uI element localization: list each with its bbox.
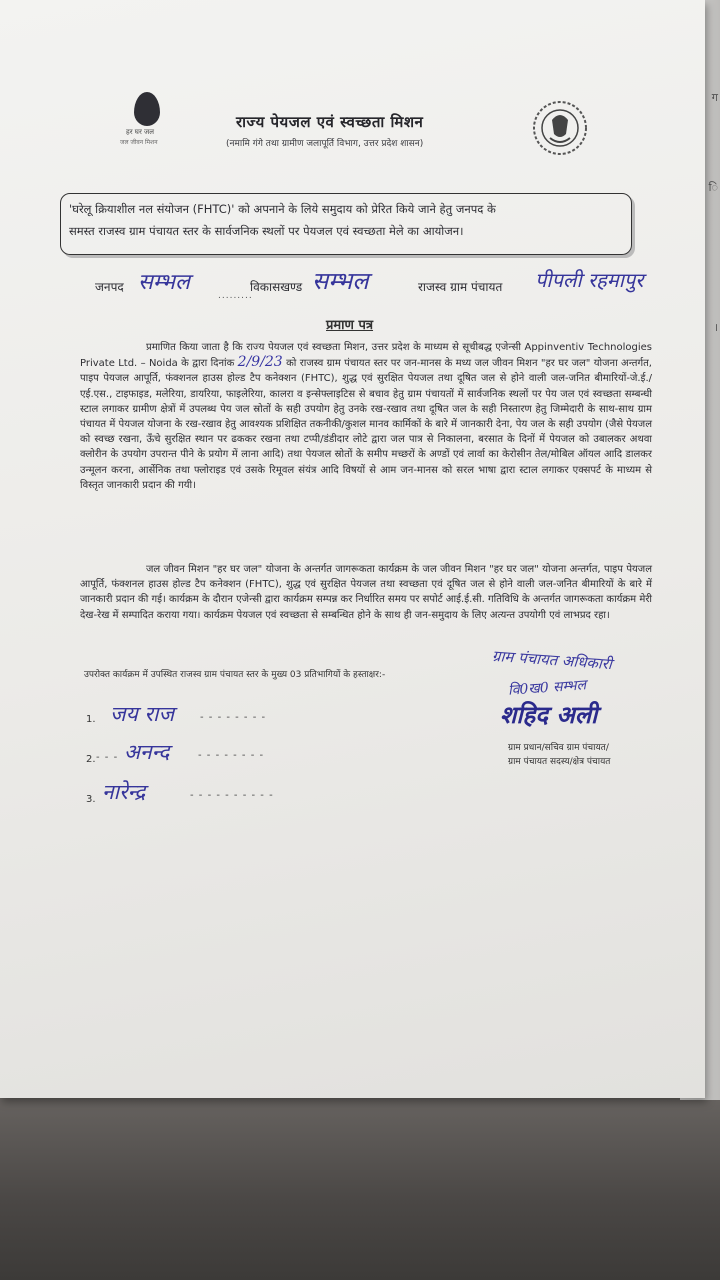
panchayat-value: पीपली रहमापुर <box>535 268 644 292</box>
district-value: सम्भल <box>138 270 190 295</box>
attendee-2-signature: अनन्द <box>124 740 170 764</box>
attendees-intro: उपरोक्त कार्यक्रम में उपस्थित राजस्व ग्राम पंचायत स्तर के मुख्य 03 प्रतिभागियों के हस्ताक्षर:- <box>84 670 386 680</box>
para2-text: जल जीवन मिशन "हर घर जल" योजना के अन्तर्गत जागरूकता कार्यक्रम के जल जीवन मिशन "हर घर जल" योजना अन्तर्गत, पाइप पेयजल आपूर्ति, फंक्शनल हाउस होल्ड टैप कनेक्शन (FHTC), शुद्ध एवं सुरक्षित पेयजल तथा स्वच्छता एवं दूषित जल से होने वाली जल-जनित बीमारियों के बारे में जानकारी प्रदान की गई। कार्यक्रम के दौरान एजेन्सी द्वारा कार्यक्रम सम्पन्न कर निर्धारित समय पर सपोर्ट आई.ई.सी. गतिविधि के अन्तर्गत जागरूकता कार्यक्रम मेरी देख-रेख में सम्पादित कराया गया। कार्यक्रम पेयजल एवं स्वच्छता से सम्बन्धित होने के साथ ही जन-समुदाय के लिए अत्यन्त उपयोगी एवं लाभप्रद रहा। <box>80 564 652 621</box>
para1-rest: को राजस्व ग्राम पंचायत स्तर पर जन-मानस के मध्य जल जीवन मिशन "हर घर जल" योजना अन्तर्गत, पाइप पेयजल आपूर्ति, फंक्शनल हाउस होल्ड टैप कनेक्शन (FHTC), शुद्ध एवं सुरक्षित पेयजल तथा दूषित जल से होने वाली जल-जनित बीमारियों-जे.ई./एई.एस., टाइफाइड, मलेरिया, डायरिया, फाइलेरिया, कालरा व इन्सेफ्लाइटिस से बचाव हेतु ग्राम पंचायतों में सार्वजनिक स्थलों पर पेय जल एवं स्वच्छता सम्बन्धी स्टाल लगाकर ग्रामीण क्षेत्रों में उपलब्ध पेय जल स्रोतों के सही उपयोग हेतु उनके रख-रखाव तथा दूषित जल के सही निस्तारण हेतु जिम्मेदारी के साथ-साथ ग्राम पंचायत में पेयजल योजना के रख-रखाव हेतु आवश्यक प्रशिक्षित तकनीकी/कुशल मानव कार्मिकों के बारे में जानकारी देना, पेय जल के सही उपयोग (जैसे पेयजल को स्वच्छ रखना, ऊँचे सुरक्षित स्थान पर ढककर रखना तथा टप्पी/डंडीदार लोटे द्वारा जल पात्र से निकालना, बरसात के दिनों में पेयजल को उबालकर अथवा क्लोरीन के उपयोग उपरान्त पीने के प्रयोग में लाना आदि) तथा पेयजल स्रोतों के समीप मच्छरों के अण्डों एवं लार्वा का केरोसीन तेल/मोबिल ऑयल आदि डालकर उन्मूलन करना, आर्सेनिक तथा फ्लोराइड एवं उसके रिमूवल संयंत्र आदि विषयों से आम जन-मानस को सरल भाषा द्वारा स्टाल लगाकर एक्सपर्ट के माध्यम से विस्तृत जानकारी प्रदान की गयी। <box>80 358 652 491</box>
certificate-page: हर घर जल जल जीवन मिशन राज्य पेयजल एवं स्वच्छता मिशन (नमामि गंगे तथा ग्रामीण जलापूर्ति विभाग, उत्तर प्रदेश शासन) 'घरेलू क्रियाशील नल संयोजन (FHTC)' को अपनाने के लिये समुदाय को प्रेरित किये जाने हेतु जनपद के समस्त राजस्व ग्राम पंचायत स्तर के सार्वजनिक स्थलों पर पेयजल एवं स्वच्छता मेले का आयोजन। जनपद सम्भल ......... विकासखण्ड सम्भल राजस्व ग्राम पंचायत पीपली रहमापुर प्रमाण पत्र प्रमाणित किया जाता है कि राज्य पेयजल एवं स्वच्छता मिशन, उत्तर प्रदेश के माध्यम से सूचीबद्ध एजेन्सी Appinventiv Technologies Private Ltd. – Noida के द्वारा दिनांक 2/9/23 को राजस्व ग्राम पंचायत स्तर पर जन-मानस के मध्य जल जीवन मिशन "हर घर जल" योजना अन्तर्गत, पाइप पेयजल आपूर्ति, फंक्शनल हाउस होल्ड टैप कनेक्शन (FHTC), शुद्ध एवं सुरक्षित पेयजल तथा दूषित जल से होने वाली जल-जनित बीमारियों-जे.ई./एई.एस., टाइफाइड, मलेरिया, डायरिया, फाइलेरिया, कालरा व इन्सेफ्लाइटिस से बचाव हेतु ग्राम पंचायतों में सार्वजनिक स्थलों पर पेय जल एवं स्वच्छता सम्बन्धी स्टाल लगाकर ग्रामीण क्षेत्रों में उपलब्ध पेय जल स्रोतों के सही उपयोग हेतु उनके रख-रखाव तथा दूषित जल के सही निस्तारण हेतु जिम्मेदारी के साथ-साथ ग्राम पंचायत में पेयजल योजना के रख-रखाव हेतु आवश्यक प्रशिक्षित तकनीकी/कुशल मानव कार्मिकों के बारे में जानकारी देना, पेय जल के सही उपयोग (जैसे पेयजल को स्वच्छ रखना, ऊँचे सुरक्षित स्थान पर ढककर रखना तथा टप्पी/डंडीदार लोटे द्वारा जल पात्र से निकालना, बरसात के दिनों में पेयजल को उबालकर अथवा क्लोरीन के उपयोग उपरान्त पीने के प्रयोग में लाना आदि) तथा पेयजल स्रोतों के समीप मच्छरों के अण्डों एवं लार्वा का केरोसीन तेल/मोबिल ऑयल आदि डालकर उन्मूलन करना, आर्सेनिक तथा फ्लोराइड एवं उसके रिमूवल संयंत्र आदि विषयों से आम जन-मानस को सरल भाषा द्वारा स्टाल लगाकर एक्सपर्ट के माध्यम से विस्तृत जानकारी प्रदान की गयी। जल जीवन मिशन "हर घर जल" योजना के अन्तर्गत जागरूकता कार्यक्रम के जल जीवन मिशन "हर घर जल" योजना अन्तर्गत, पाइप पेयजल आपूर्ति, फंक्शनल हाउस होल्ड टैप कनेक्शन (FHTC), शुद्ध एवं सुरक्षित पेयजल तथा स्वच्छता एवं दूषित जल से होने वाली जल-जनित बीमारियों के बारे में जानकारी प्रदान की गई। कार्यक्रम के दौरान एजेन्सी द्वारा कार्यक्रम सम्पन्न कर निर्धारित समय पर सपोर्ट आई.ई.सी. गतिविधि के अन्तर्गत जागरूकता कार्यक्रम मेरी देख-रेख में सम्पादित कराया गया। कार्यक्रम पेयजल एवं स्वच्छता से सम्बन्धित होने के साथ ही जन-समुदाय के लिए अत्यन्त उपयोगी एवं लाभप्रद रहा। उपरोक्त कार्यक्रम में उपस्थित राजस्व ग्राम पंचायत स्तर के मुख्य 03 प्रतिभागियों के हस्ताक्षर:- 1. जय राज - - - - - - - - 2. - - - अनन्द - - - - - - - - 3. नारेन्द्र - - - - - - - - - - ग्राम पंचायत अधिकारी वि0ख0 सम्भल शहिद अली ग्राम प्रधान/सचिव ग्राम पंचायत/ ग्राम पंचायत सदस्य/क्षेत्र पंचायत <box>0 0 705 1098</box>
logo-tagline: हर घर जल <box>126 128 154 136</box>
jal-jeevan-mission-logo <box>118 92 178 152</box>
district-label: जनपद <box>95 280 124 294</box>
block-label: विकासखण्ड <box>250 280 303 294</box>
para1-start: प्रमाणित किया जाता है कि राज्य पेयजल एवं स्वच्छता मिशन, उत्तर प्रदेश के माध्यम से सूचीबद्ध एजेन्सी Appinventiv Technologies Private Ltd. – Noida के द्वारा दिनांक <box>80 342 652 370</box>
certificate-title: प्रमाण पत्र <box>326 318 374 333</box>
event-title-line1: 'घरेलू क्रियाशील नल संयोजन (FHTC)' को अपनाने के लिये समुदाय को प्रेरित किये जाने हेतु जनपद के <box>69 202 496 216</box>
attendee-3-signature: नारेन्द्र <box>102 780 146 804</box>
attendee-2-number: 2. <box>86 754 96 765</box>
certificate-paragraph-2 <box>80 562 652 623</box>
certificate-paragraph-1 <box>80 340 652 493</box>
panchayat-label: राजस्व ग्राम पंचायत <box>418 280 503 294</box>
officer-designation-line1: ग्राम प्रधान/सचिव ग्राम पंचायत/ <box>508 743 609 753</box>
mission-title: राज्य पेयजल एवं स्वच्छता मिशन <box>236 113 424 131</box>
event-title-box <box>60 193 632 255</box>
attendee-3-number: 3. <box>86 794 96 805</box>
logo-subtagline: जल जीवन मिशन <box>120 139 158 146</box>
officer-stamp-place: वि0ख0 सम्भल <box>507 677 587 699</box>
block-value: सम्भल <box>312 267 369 295</box>
up-state-emblem-icon <box>530 98 590 158</box>
event-date: 2/9/23 <box>237 354 283 371</box>
event-title-line2: समस्त राजस्व ग्राम पंचायत स्तर के सार्वजनिक स्थलों पर पेयजल एवं स्वच्छता मेले का आयोजन। <box>69 224 464 238</box>
attendee-1-signature: जय राज <box>110 702 175 726</box>
background-surface <box>0 1085 720 1280</box>
adjacent-paper: ग ि । <box>680 0 720 1100</box>
attendee-1-number: 1. <box>86 714 96 725</box>
officer-stamp-title: ग्राम पंचायत अधिकारी <box>491 646 613 674</box>
officer-designation-line2: ग्राम पंचायत सदस्य/क्षेत्र पंचायत <box>508 757 611 767</box>
officer-signature: शहिद अली <box>500 700 598 729</box>
water-drop-icon <box>134 92 160 126</box>
mission-subtitle: (नमामि गंगे तथा ग्रामीण जलापूर्ति विभाग, उत्तर प्रदेश शासन) <box>226 139 424 149</box>
